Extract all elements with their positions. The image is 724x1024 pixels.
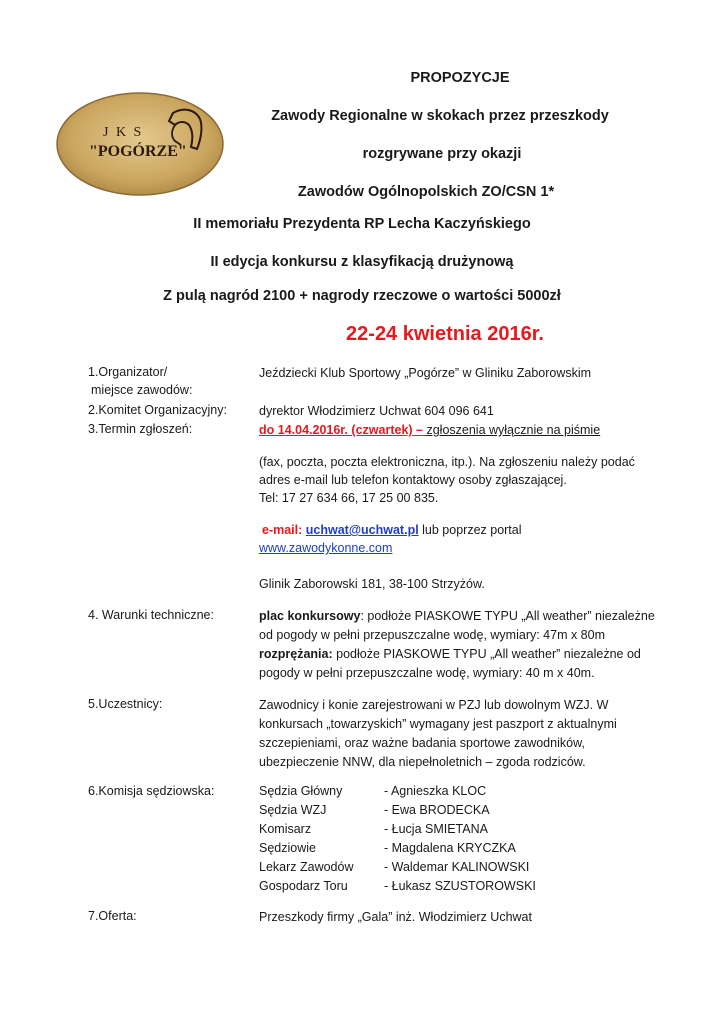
event-date: 22-24 kwietnia 2016r. [346,323,544,345]
email-link[interactable]: uchwat@uchwat.pl [305,523,419,537]
participants-line-1: Zawodnicy i konie zarejestrowani w PZJ lub dowolnym WZJ. W [259,698,609,712]
logo-text-pogorze: "POGÓRZE" [89,143,187,160]
offer-label: 7.Oferta: [88,909,137,923]
deadline-note: zgłoszenia wyłącznie na piśmie [426,423,601,437]
judge-role: Sędziowie [259,841,316,855]
warmup-label: rozprężania: [259,647,333,661]
deadline-info-1: (fax, poczta, poczta elektroniczna, itp.). Na zgłoszeniu należy podać [259,455,635,469]
judge-name: - Waldemar KALINOWSKI [384,860,530,874]
technical-label: 4. Warunki techniczne: [88,608,214,622]
portal-link [259,539,659,557]
warmup-line-1 [259,645,679,663]
email-line [262,521,662,539]
committee-label: 2.Komitet Organizacyjny: [88,403,227,417]
deadline-date: do 14.04.2016r. (czwartek) – [259,423,427,437]
judge-name: - Ewa BRODECKA [384,803,490,817]
judges-label: 6.Komisja sędziowska: [88,784,215,798]
judge-name: - Łucja SMIETANA [384,822,488,836]
warmup-text-1: podłoże PIASKOWE TYPU „All weather” niezależne od [332,647,641,661]
logo-text-jks: J K S [103,125,144,140]
judge-name: - Łukasz SZUSTOROWSKI [384,879,536,893]
participants-line-2: konkursach „towarzyskich” wymagany jest paszport z aktualnymi [259,717,617,731]
offer-value: Przeszkody firmy „Gala” inż. Włodzimierz Uchwat [259,910,532,924]
judge-name: - Magdalena KRYCZKA [384,841,516,855]
deadline-label: 3.Termin zgłoszeń: [88,422,193,436]
judge-role: Gospodarz Toru [259,879,348,893]
participants-line-4: ubezpieczenie NNW, dla niepełnoletnich – zgoda rodziców. [259,755,586,769]
deadline-value [259,421,659,439]
header-line-6: Z pulą nagród 2100 + nagrody rzeczowe o wartości 5000zł [163,288,561,304]
page-title: PROPOZYCJE [410,70,510,86]
judge-role: Sędzia WZJ [259,803,327,817]
organizer-value: Jeździecki Klub Sportowy „Pogórze” w Gliniku Zaborowskim [259,366,592,380]
arena-line-1 [259,607,679,625]
deadline-info-2: adres e-mail lub telefon kontaktowy osoby zgłaszającej. [259,473,567,487]
participants-label: 5.Uczestnicy: [88,697,163,711]
organizer-label-2: miejsce zawodów: [91,383,193,397]
committee-value: dyrektor Włodzimierz Uchwat 604 096 641 [259,404,494,418]
organizer-label: 1.Organizator/ [88,365,168,379]
email-rest: lub poprzez portal [418,523,522,537]
address: Glinik Zaborowski 181, 38-100 Strzyżów. [259,577,485,591]
participants-line-3: szczepieniami, oraz ważne badania sportowe zawodników, [259,736,585,750]
header-line-4: II memoriału Prezydenta RP Lecha Kaczyńskiego [193,216,531,232]
warmup-line-2: pogody w pełni przepuszczalne wodę, wymiary: 40 m x 40m. [259,666,595,680]
email-label: e-mail: [262,523,303,537]
arena-line-2: od pogody w pełni przepuszczalne wodę, wymiary: 47m x 80m [259,628,606,642]
judge-role: Sędzia Główny [259,784,343,798]
judge-role: Komisarz [259,822,312,836]
judge-name: - Agnieszka KLOC [384,784,487,798]
header-line-3: Zawodów Ogólnopolskich ZO/CSN 1* [297,184,555,200]
header-line-2: rozgrywane przy okazji [362,146,522,162]
judge-role: Lekarz Zawodów [259,860,354,874]
deadline-info-3: Tel: 17 27 634 66, 17 25 00 835. [259,491,439,505]
header-line-1: Zawody Regionalne w skokach przez przeszkody [271,108,609,124]
club-logo [55,91,225,197]
header-line-5: II edycja konkursu z klasyfikacją drużynową [210,254,514,270]
portal-url[interactable]: www.zawodykonne.com [259,541,393,555]
arena-label: plac konkursowy [259,609,361,623]
arena-text-1: : podłoże PIASKOWE TYPU „All weather” niezależne [360,609,655,623]
